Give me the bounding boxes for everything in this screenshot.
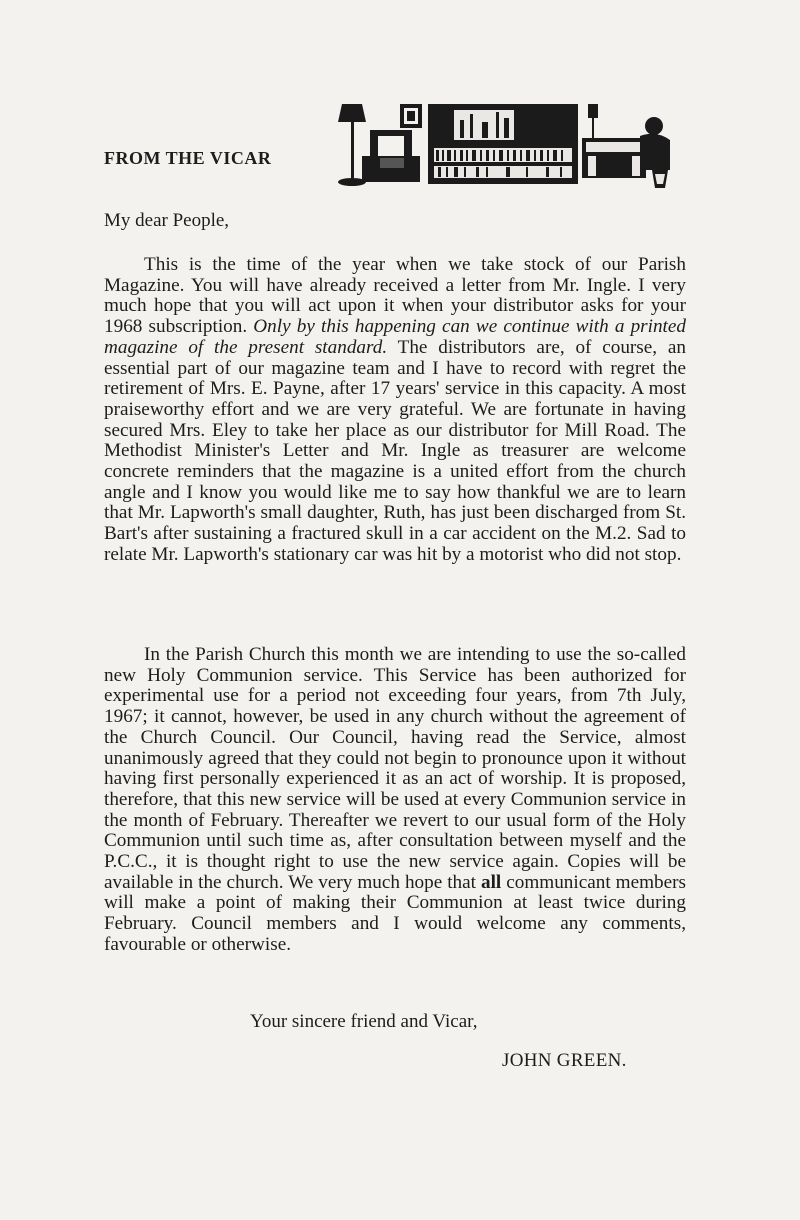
paragraph-2 bbox=[104, 645, 686, 956]
paragraph-2-bold-word: all bbox=[480, 871, 502, 893]
closing-line: Your sincere friend and Vicar, bbox=[250, 1011, 478, 1032]
paragraph-1 bbox=[104, 255, 686, 566]
salutation: My dear People, bbox=[104, 210, 230, 231]
vicar-study-illustration-icon bbox=[336, 100, 672, 192]
signature: JOHN GREEN. bbox=[502, 1050, 627, 1071]
paragraph-2-text: In the Parish Church this month we are intending to use the so-called new Holy Communion service. This Service has been authorized for experimental use for a period not exceeding four years, from 7th July, 1967; it cannot, however, be used in any church without the agreement of the Church Council. Our Council, having read the Service, almost unanimously agreed that they could not begin to pronounce upon it without having first personally experienced it as an act of worship. It is proposed, therefore, that this new service will be used at every Communion service in the month of February. Thereafter we revert to our usual form of the Holy Communion until such time as, after consultation between myself and the P.C.C., it is thought right to use the new service again. Copies will be available in the church. We very much hope that bbox=[104, 644, 686, 893]
paragraph-1-text: This is the time of the year when we take stock of our Parish Magazine. You will have already received a letter from Mr. Ingle. I very much hope that you will act upon it when your distributor asks for your 1968 subscription. bbox=[104, 254, 686, 338]
paragraph-1-emphasis: Only by this happening can we continue with a printed magazine of the present standard. bbox=[104, 316, 686, 358]
paragraph-2-text-continued: communicant members will make a point of making their Communion at least twice during February. Council members and I would welcome any comments, favourable or otherwise. bbox=[104, 871, 686, 955]
paragraph-1-text-continued: The distributors are, of course, an essential part of our magazine team and I have to record with regret the retirement of Mrs. E. Payne, after 17 years' service in this capacity. A most praiseworthy effort and we are very grateful. We are fortunate in having secured Mrs. Eley to take her place as our distributor for Mill Road. The Methodist Minister's Letter and Mr. Ingle as treasurer are welcome concrete reminders that the magazine is a united effort from the church angle and I know you would like me to say how thankful we are to learn that Mr. Lapworth's small daughter, Ruth, has just been discharged from St. Bart's after sustaining a fractured skull in a car accident on the M.2. Sad to relate Mr. Lapworth's stationary car was hit by a motorist who did not stop. bbox=[104, 336, 686, 565]
page-title: FROM THE VICAR bbox=[104, 148, 272, 168]
